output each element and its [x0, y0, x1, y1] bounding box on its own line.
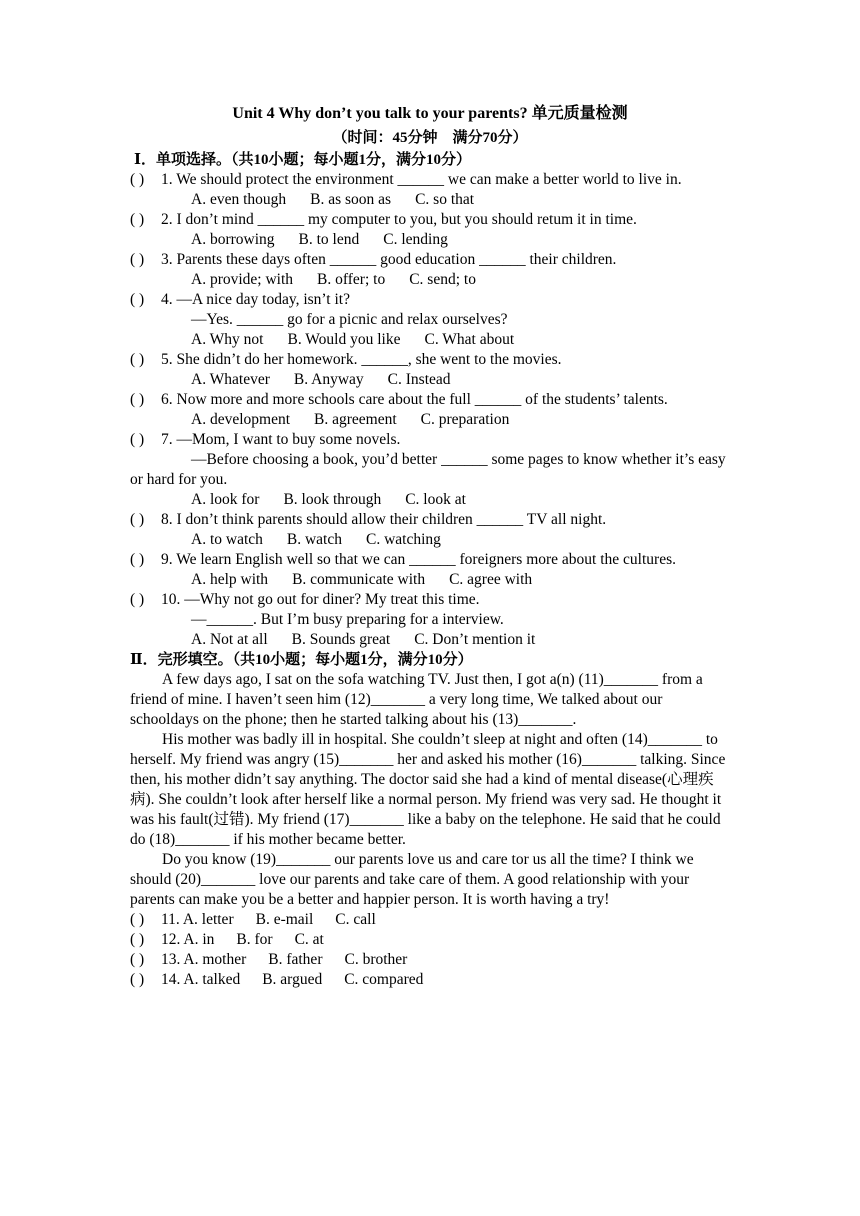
answer-options [130, 270, 730, 290]
question-text: 8. I don’t think parents should allow their children ______ TV all night. [161, 511, 607, 528]
answer-options [130, 330, 730, 350]
question-continuation: —Yes. ______ go for a picnic and relax ourselves? [191, 311, 508, 328]
answer-option: A. development [191, 411, 291, 428]
section-heading-cloze: Ⅱ．完形填空。（共10小题；每小题1分，满分10分） [130, 652, 473, 668]
answer-option: B. watch [286, 531, 342, 548]
answer-options [130, 490, 730, 510]
answer-option: C. call [335, 911, 376, 928]
answer-bracket[interactable]: ( ) [130, 551, 145, 568]
question-text: 10. —Why not go out for diner? My treat this time. [161, 591, 480, 608]
answer-bracket[interactable]: ( ) [130, 171, 145, 188]
answer-option: B. offer; to [317, 271, 386, 288]
question-text: 6. Now more and more schools care about the full ______ of the students’ talents. [161, 391, 668, 408]
answer-options [130, 570, 730, 590]
exam-content [130, 150, 730, 990]
answer-options [130, 410, 730, 430]
answer-option: C. agree with [449, 571, 533, 588]
answer-option: C. watching [366, 531, 441, 548]
question-stem [130, 950, 730, 970]
answer-option: B. e-mail [255, 911, 314, 928]
question-stem [130, 210, 730, 230]
answer-option: A. provide; with [191, 271, 294, 288]
answer-bracket[interactable]: ( ) [130, 351, 145, 368]
answer-option: B. as soon as [310, 191, 392, 208]
question-text: 1. We should protect the environment ______ we can make a better world to live in. [161, 171, 682, 188]
answer-option: C. Don’t mention it [414, 631, 536, 648]
question-stem [130, 430, 730, 450]
answer-bracket[interactable]: ( ) [130, 291, 145, 308]
answer-option: A. Why not [191, 331, 264, 348]
answer-bracket[interactable]: ( ) [130, 431, 145, 448]
page-title: Unit 4 Why don’t you talk to your parents? 单元质量检测 [232, 105, 628, 122]
answer-option: B. for [236, 931, 273, 948]
question-text: 4. —A nice day today, isn’t it? [161, 291, 350, 308]
question-stem [130, 250, 730, 270]
answer-option: A. Whatever [191, 371, 270, 388]
section-heading-single-choice: Ⅰ．单项选择。（共10小题；每小题1分，满分10分） [134, 152, 472, 168]
answer-option: B. look through [283, 491, 382, 508]
answer-bracket[interactable]: ( ) [130, 931, 145, 948]
answer-option: A. to watch [191, 531, 263, 548]
question-stem [130, 290, 730, 310]
answer-option: B. Anyway [293, 371, 364, 388]
cloze-paragraph: Do you know (19)_______ our parents love us and care tor us all the time? I think we should (20)_______ love our parents and take care of them. A good relationship with your parents can make you be a better and happier person. It is worth having a try! [130, 851, 694, 908]
question-text: 13. A. mother [161, 951, 247, 968]
answer-option: B. Sounds great [291, 631, 391, 648]
question-text: 14. A. talked [161, 971, 241, 988]
answer-option: B. Would you like [287, 331, 401, 348]
answer-bracket[interactable]: ( ) [130, 971, 145, 988]
answer-option: C. so that [415, 191, 475, 208]
question-stem [130, 350, 730, 370]
cloze-paragraph: His mother was badly ill in hospital. She couldn’t sleep at night and often (14)_______ to herself. My friend was angry (15)_______ her and asked his mother (16)_______ talking. Since then, his mother didn’t say anything. The doctor said she had a kind of mental disease(心理疾病). She couldn’t look after herself like a normal person. My friend was very sad. He thought it was his fault(过错). My friend (17)_______ like a baby on the telephone. He said that he could do (18)_______ if his mother became better. [130, 731, 726, 848]
page-subtitle: （时间：45分钟 满分70分） [332, 130, 528, 146]
question-stem [130, 910, 730, 930]
question-text: 5. She didn’t do her homework. ______, she went to the movies. [161, 351, 562, 368]
question-continuation: —Before choosing a book, you’d better ______ some pages to know whether it’s easy or hard for you. [130, 451, 726, 488]
question-stem [130, 970, 730, 990]
answer-option: C. Instead [387, 371, 451, 388]
question-text: 2. I don’t mind ______ my computer to you, but you should retum it in time. [161, 211, 637, 228]
answer-option: A. borrowing [191, 231, 275, 248]
answer-bracket[interactable]: ( ) [130, 511, 145, 528]
answer-option: B. communicate with [292, 571, 426, 588]
answer-options [130, 230, 730, 250]
answer-bracket[interactable]: ( ) [130, 951, 145, 968]
answer-options [130, 630, 730, 650]
answer-option: C. compared [344, 971, 424, 988]
question-stem [130, 930, 730, 950]
question-text: 11. A. letter [161, 911, 234, 928]
answer-option: B. argued [262, 971, 323, 988]
question-text: 9. We learn English well so that we can ______ foreigners more about the cultures. [161, 551, 676, 568]
answer-options [130, 530, 730, 550]
single-choice-questions [130, 170, 730, 650]
answer-bracket[interactable]: ( ) [130, 591, 145, 608]
answer-option: A. even though [191, 191, 287, 208]
answer-bracket[interactable]: ( ) [130, 251, 145, 268]
cloze-questions [130, 910, 730, 990]
answer-option: C. lending [383, 231, 448, 248]
question-text: 7. —Mom, I want to buy some novels. [161, 431, 401, 448]
answer-option: A. look for [191, 491, 260, 508]
answer-option: C. at [294, 931, 324, 948]
question-stem [130, 550, 730, 570]
answer-option: B. agreement [314, 411, 397, 428]
question-text: 3. Parents these days often ______ good education ______ their children. [161, 251, 617, 268]
answer-option: C. What about [424, 331, 515, 348]
answer-bracket[interactable]: ( ) [130, 911, 145, 928]
answer-option: B. to lend [298, 231, 360, 248]
answer-option: A. Not at all [191, 631, 268, 648]
answer-option: C. preparation [420, 411, 510, 428]
answer-option: A. help with [191, 571, 269, 588]
question-text: 12. A. in [161, 931, 215, 948]
answer-option: C. send; to [409, 271, 476, 288]
answer-bracket[interactable]: ( ) [130, 211, 145, 228]
cloze-paragraph: A few days ago, I sat on the sofa watching TV. Just then, I got a(n) (11)_______ from a friend of mine. I haven’t seen him (12)_______ a very long time, We talked about our schooldays on the phone; then he started talking about his (13)_______. [130, 671, 703, 728]
question-stem [130, 510, 730, 530]
answer-options [130, 190, 730, 210]
answer-bracket[interactable]: ( ) [130, 391, 145, 408]
answer-options [130, 370, 730, 390]
answer-option: B. father [268, 951, 323, 968]
answer-option: C. brother [344, 951, 408, 968]
question-stem [130, 590, 730, 610]
question-continuation: —______. But I’m busy preparing for a interview. [191, 611, 504, 628]
cloze-passage [130, 670, 730, 910]
answer-option: C. look at [405, 491, 466, 508]
question-stem [130, 170, 730, 190]
question-stem [130, 390, 730, 410]
